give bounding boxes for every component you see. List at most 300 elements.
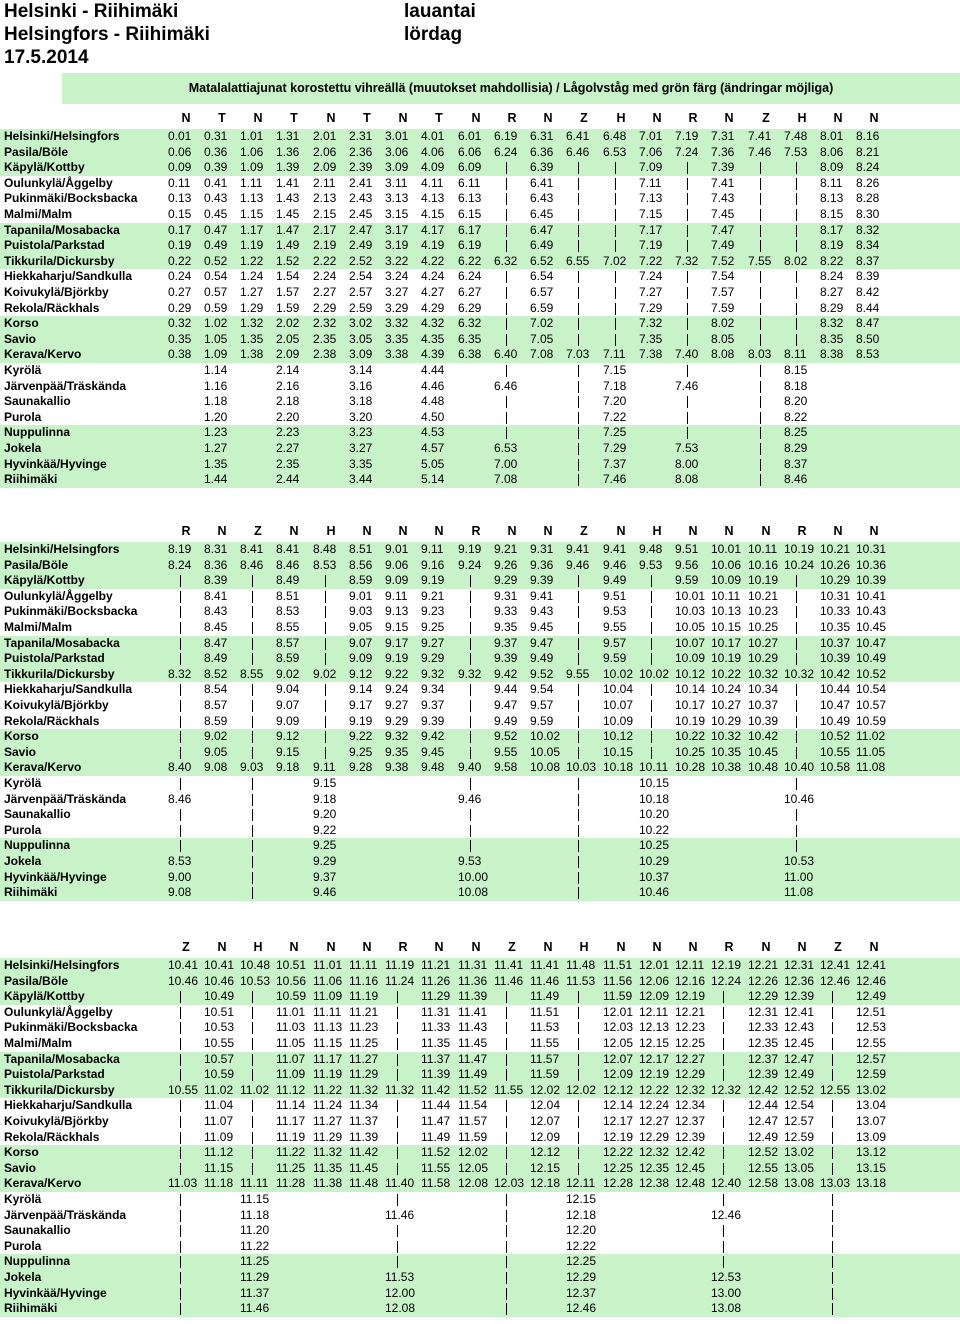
departure-time: 12.32 (711, 1082, 742, 1097)
departure-time: 7.17 (639, 222, 663, 237)
departure-time: 1.29 (240, 300, 264, 315)
pass-through-marker (832, 1163, 833, 1175)
station-name: Malmi/Malm (4, 207, 73, 221)
pass-through-marker (796, 178, 797, 190)
timetable-row (0, 301, 960, 317)
departure-time: 11.58 (421, 1176, 451, 1191)
departure-time: 9.19 (349, 713, 373, 728)
departure-time: 8.34 (856, 238, 880, 253)
departure-time: 6.15 (458, 207, 482, 221)
departure-time: 8.59 (204, 713, 228, 728)
pass-through-marker (578, 162, 579, 174)
departure-time: 8.26 (856, 175, 880, 190)
station-name: Hiekkaharju/Sandkulla (4, 269, 133, 284)
pass-through-marker (687, 225, 688, 237)
departure-time: 9.00 (168, 869, 192, 884)
pass-through-marker (760, 443, 761, 455)
pass-through-marker (180, 1210, 181, 1222)
departure-time: 11.22 (276, 1145, 306, 1160)
departure-time: 11.35 (313, 1160, 343, 1175)
departure-time: 10.42 (820, 666, 851, 681)
departure-time: 2.01 (313, 129, 337, 143)
departure-time: 7.19 (639, 238, 663, 253)
train-code: T (218, 111, 226, 125)
departure-time: 8.02 (784, 253, 808, 268)
pass-through-marker (578, 684, 579, 696)
departure-time: 0.22 (168, 253, 192, 268)
departure-time: 12.21 (748, 958, 779, 972)
departure-time: 13.09 (856, 1129, 887, 1144)
departure-time: 8.09 (820, 160, 844, 175)
departure-time: 9.07 (276, 698, 300, 712)
timetable-row (0, 285, 960, 301)
departure-time: 9.24 (458, 557, 482, 572)
pass-through-marker (180, 1022, 181, 1034)
departure-time: 7.24 (639, 269, 663, 284)
departure-time: 11.11 (240, 1176, 269, 1191)
departure-time: 11.46 (530, 973, 560, 988)
departure-time: 8.41 (276, 542, 300, 556)
departure-time: 9.19 (385, 651, 409, 666)
departure-time: 2.27 (313, 285, 337, 299)
train-code: N (616, 524, 626, 538)
train-code: N (217, 524, 227, 538)
pass-through-marker (252, 872, 253, 884)
departure-time: 12.19 (603, 1129, 634, 1144)
pass-through-marker (796, 318, 797, 330)
departure-time: 11.05 (856, 744, 886, 759)
pass-through-marker (796, 162, 797, 174)
pass-through-marker (615, 193, 616, 205)
pass-through-marker (180, 747, 181, 759)
departure-time: 9.27 (385, 698, 409, 712)
departure-time: 9.59 (675, 573, 699, 588)
departure-time: 10.15 (603, 744, 634, 759)
pass-through-marker (832, 1210, 833, 1222)
departure-time: 9.22 (349, 729, 373, 744)
departure-time: 11.39 (421, 1067, 451, 1082)
pass-through-marker (252, 1069, 253, 1081)
departure-time: 8.29 (820, 300, 844, 315)
departure-time: 4.13 (421, 191, 445, 206)
timetable-row (0, 698, 960, 714)
departure-time: 3.14 (349, 363, 373, 377)
weekday-sv: lördag (404, 24, 463, 45)
timetable-row (0, 745, 960, 761)
departure-time: 8.32 (856, 222, 880, 237)
departure-time: 8.45 (204, 620, 228, 634)
departure-time: 10.32 (784, 666, 815, 681)
pass-through-marker (325, 731, 326, 743)
departure-time: 7.57 (711, 285, 735, 299)
departure-time: 12.49 (784, 1067, 815, 1082)
departure-time: 3.22 (385, 253, 409, 268)
pass-through-marker (578, 209, 579, 221)
departure-time: 3.13 (385, 191, 409, 206)
station-name: Puistola/Parkstad (4, 651, 105, 666)
pass-through-marker (506, 1210, 507, 1222)
departure-time: 2.57 (349, 285, 373, 299)
departure-time: 12.39 (675, 1129, 706, 1144)
departure-time: 12.34 (675, 1098, 706, 1113)
pass-through-marker (506, 178, 507, 190)
departure-time: 10.37 (748, 698, 779, 712)
departure-time: 13.04 (856, 1098, 887, 1113)
departure-time: 1.47 (276, 222, 300, 237)
departure-time: 12.31 (748, 1004, 779, 1019)
pass-through-marker (832, 1022, 833, 1034)
departure-time: 12.52 (748, 1145, 779, 1160)
departure-time: 10.20 (639, 807, 670, 822)
timetable-row (0, 1208, 960, 1224)
departure-time: 11.39 (349, 1129, 379, 1144)
departure-time: 13.05 (784, 1160, 815, 1175)
departure-time: 11.52 (458, 1082, 488, 1097)
departure-time: 12.02 (458, 1145, 489, 1160)
pass-through-marker (252, 700, 253, 712)
departure-time: 9.43 (530, 604, 554, 619)
departure-time: 8.08 (711, 347, 735, 362)
departure-time: 11.31 (421, 1004, 451, 1019)
departure-time: 12.06 (639, 973, 670, 988)
pass-through-marker (470, 638, 471, 650)
timetable-row (0, 838, 960, 854)
departure-time: 10.22 (675, 729, 706, 744)
station-name: Riihimäki (4, 885, 58, 900)
train-code: N (543, 111, 553, 125)
departure-time: 12.42 (748, 1082, 779, 1097)
timetable-row (0, 885, 960, 901)
departure-time: 10.06 (711, 557, 742, 572)
departure-time: 12.43 (784, 1020, 815, 1035)
departure-time: 13.15 (856, 1160, 887, 1175)
departure-time: 12.24 (639, 1098, 670, 1113)
pass-through-marker (615, 209, 616, 221)
departure-time: 8.28 (856, 191, 880, 206)
departure-time: 8.32 (168, 666, 192, 681)
pass-through-marker (796, 225, 797, 237)
departure-time: 8.17 (820, 222, 844, 237)
departure-time: 12.49 (856, 989, 887, 1004)
departure-time: 11.37 (349, 1114, 379, 1128)
departure-time: 11.25 (276, 1160, 306, 1175)
departure-time: 3.05 (349, 331, 373, 346)
departure-time: 10.37 (639, 869, 670, 884)
pass-through-marker (397, 1100, 398, 1112)
timetable-row (0, 1114, 960, 1130)
timetable-row (0, 472, 960, 488)
departure-time: 6.57 (530, 285, 554, 299)
departure-time: 10.59 (204, 1067, 235, 1082)
pass-through-marker (578, 1038, 579, 1050)
departure-time: 8.21 (856, 144, 880, 159)
departure-time: 8.47 (204, 635, 228, 650)
pass-through-marker (760, 365, 761, 377)
departure-time: 11.09 (204, 1129, 234, 1144)
timetable-row (0, 332, 960, 348)
departure-time: 9.22 (313, 822, 337, 837)
departure-time: 4.35 (421, 331, 445, 346)
pass-through-marker (252, 1116, 253, 1128)
departure-time: 8.35 (820, 331, 844, 346)
departure-time: 6.32 (494, 253, 518, 268)
departure-time: 10.02 (603, 666, 634, 681)
train-code: N (362, 524, 372, 538)
pass-through-marker (180, 731, 181, 743)
station-name: Tikkurila/Dickursby (4, 666, 115, 681)
departure-time: 2.49 (349, 238, 373, 253)
departure-time: 10.19 (711, 651, 742, 666)
departure-time: 11.49 (530, 989, 560, 1004)
departure-time: 13.07 (856, 1114, 887, 1128)
departure-time: 10.57 (856, 698, 887, 712)
departure-time: 12.13 (639, 1020, 670, 1035)
departure-time: 11.05 (276, 1036, 306, 1050)
departure-time: 1.35 (204, 456, 228, 471)
departure-time: 10.45 (856, 620, 887, 634)
departure-time: 11.43 (458, 1020, 488, 1035)
departure-time: 8.57 (204, 698, 228, 712)
departure-time: 11.11 (313, 1004, 342, 1019)
departure-time: 8.22 (784, 409, 808, 424)
pass-through-marker (578, 1147, 579, 1159)
departure-time: 8.02 (711, 316, 735, 331)
departure-time: 9.21 (421, 588, 445, 603)
departure-time: 9.08 (204, 760, 228, 775)
departure-time: 12.02 (530, 1082, 561, 1097)
timetable-row (0, 1192, 960, 1208)
departure-time: 0.36 (204, 144, 228, 159)
pass-through-marker (252, 1038, 253, 1050)
timetable-row (0, 1130, 960, 1146)
departure-time: 12.24 (711, 973, 742, 988)
departure-time: 8.57 (276, 635, 300, 650)
departure-time: 9.39 (494, 651, 518, 666)
departure-time: 9.25 (349, 744, 373, 759)
departure-time: 11.18 (204, 1176, 234, 1191)
departure-time: 9.36 (530, 557, 554, 572)
pass-through-marker (252, 1147, 253, 1159)
timetable-row (0, 1052, 960, 1068)
departure-time: 4.29 (421, 300, 445, 315)
departure-time: 12.02 (566, 1082, 597, 1097)
departure-time: 9.41 (603, 542, 627, 556)
train-code: H (579, 940, 589, 954)
station-name: Saunakallio (4, 394, 71, 409)
departure-time: 2.23 (276, 425, 300, 440)
departure-time: 6.11 (458, 175, 481, 190)
departure-time: 2.27 (276, 441, 300, 455)
low-floor-notice: Matalalattiajunat korostettu vihreällä (muutokset mahdollisia) / Lågolvståg med grön färg (ändringar möjliga) (62, 73, 960, 104)
departure-time: 8.00 (675, 456, 699, 471)
departure-time: 7.15 (639, 207, 663, 221)
pass-through-marker (651, 747, 652, 759)
departure-time: 9.04 (276, 682, 300, 697)
departure-time: 8.05 (711, 331, 735, 346)
departure-time: 1.57 (276, 285, 300, 299)
station-name: Puistola/Parkstad (4, 1067, 105, 1082)
departure-time: 11.18 (240, 1207, 270, 1222)
departure-time: 12.41 (856, 958, 887, 972)
pass-through-marker (578, 427, 579, 439)
departure-time: 12.09 (639, 989, 670, 1004)
departure-time: 11.08 (856, 760, 886, 775)
departure-time: 8.24 (856, 160, 880, 175)
departure-time: 0.27 (168, 285, 192, 299)
departure-time: 11.11 (349, 958, 378, 972)
departure-time: 2.38 (313, 347, 337, 362)
departure-time: 11.12 (204, 1145, 234, 1160)
departure-time: 3.29 (385, 300, 409, 315)
departure-time: 10.09 (675, 651, 706, 666)
departure-time: 11.51 (603, 958, 633, 972)
train-code: Z (762, 111, 770, 125)
pass-through-marker (252, 778, 253, 790)
departure-time: 10.03 (675, 604, 706, 619)
pass-through-marker (796, 606, 797, 618)
departure-time: 2.29 (313, 300, 337, 315)
pass-through-marker (796, 840, 797, 852)
departure-time: 0.13 (168, 191, 192, 206)
departure-time: 1.39 (276, 160, 300, 175)
station-name: Nuppulinna (4, 425, 70, 440)
pass-through-marker (180, 1225, 181, 1237)
pass-through-marker (687, 412, 688, 424)
pass-through-marker (180, 1303, 181, 1315)
station-name: Savio (4, 1160, 37, 1175)
pass-through-marker (796, 747, 797, 759)
station-name: Pasila/Böle (4, 144, 69, 159)
departure-time: 8.41 (204, 588, 228, 603)
pass-through-marker (325, 575, 326, 587)
pass-through-marker (578, 365, 579, 377)
departure-time: 8.27 (820, 285, 844, 299)
departure-time: 0.59 (204, 300, 228, 315)
timetable-row (0, 223, 960, 239)
departure-time: 12.54 (784, 1098, 815, 1113)
pass-through-marker (506, 1241, 507, 1253)
departure-time: 11.22 (240, 1238, 270, 1253)
departure-time: 7.25 (603, 425, 627, 440)
timetable-row (0, 1145, 960, 1161)
departure-time: 7.47 (711, 222, 735, 237)
pass-through-marker (180, 1116, 181, 1128)
station-name: Hyvinkää/Hyvinge (4, 456, 107, 471)
departure-time: 7.41 (711, 175, 735, 190)
departure-time: 6.13 (458, 191, 482, 206)
departure-time: 7.19 (675, 129, 699, 143)
departure-time: 11.29 (349, 1067, 379, 1082)
station-name: Kyrölä (4, 776, 42, 790)
departure-time: 9.02 (313, 666, 337, 681)
departure-time: 1.35 (240, 331, 264, 346)
train-code: R (398, 940, 408, 954)
departure-time: 7.24 (675, 144, 699, 159)
departure-time: 6.32 (458, 316, 482, 331)
departure-time: 11.51 (530, 1004, 560, 1019)
departure-time: 2.45 (349, 207, 373, 221)
departure-time: 10.12 (603, 729, 634, 744)
departure-time: 11.03 (276, 1020, 306, 1035)
departure-time: 9.11 (313, 760, 336, 775)
pass-through-marker (470, 684, 471, 696)
departure-time: 9.07 (349, 635, 373, 650)
departure-time: 4.32 (421, 316, 445, 331)
station-name: Rekola/Räckhals (4, 1129, 100, 1144)
departure-time: 11.02 (240, 1082, 270, 1097)
departure-time: 9.59 (603, 651, 627, 666)
train-code: N (543, 524, 553, 538)
departure-time: 8.46 (784, 472, 808, 487)
station-name: Hiekkaharju/Sandkulla (4, 682, 133, 697)
departure-time: 9.46 (458, 791, 482, 806)
departure-time: 12.22 (639, 1082, 670, 1097)
departure-time: 12.46 (856, 973, 887, 988)
timetable-row (0, 160, 960, 176)
departure-time: 11.12 (276, 1082, 306, 1097)
departure-time: 12.53 (856, 1020, 887, 1035)
train-code: N (507, 524, 517, 538)
departure-time: 7.06 (639, 144, 663, 159)
departure-time: 7.27 (639, 285, 663, 299)
pass-through-marker (397, 1225, 398, 1237)
train-code: N (181, 111, 191, 125)
pass-through-marker (832, 1288, 833, 1300)
pass-through-marker (796, 809, 797, 821)
departure-time: 9.15 (276, 744, 300, 759)
departure-time: 11.17 (313, 1051, 343, 1066)
departure-time: 8.36 (204, 557, 228, 572)
departure-time: 8.52 (204, 666, 228, 681)
timetable-row (0, 714, 960, 730)
departure-time: 6.53 (494, 441, 518, 455)
departure-time: 12.12 (530, 1145, 561, 1160)
pass-through-marker (252, 1054, 253, 1066)
station-name: Tikkurila/Dickursby (4, 1082, 115, 1097)
pass-through-marker (506, 1194, 507, 1206)
station-name: Käpylä/Kottby (4, 573, 85, 588)
pass-through-marker (796, 575, 797, 587)
pass-through-marker (397, 991, 398, 1003)
pass-through-marker (615, 225, 616, 237)
pass-through-marker (578, 396, 579, 408)
departure-time: 0.35 (168, 331, 192, 346)
pass-through-marker (687, 334, 688, 346)
departure-time: 6.43 (530, 191, 554, 206)
departure-time: 4.57 (421, 441, 445, 455)
departure-time: 8.24 (168, 557, 192, 572)
departure-time: 11.20 (240, 1223, 270, 1238)
pass-through-marker (578, 474, 579, 486)
departure-time: 11.40 (385, 1176, 415, 1191)
pass-through-marker (397, 1147, 398, 1159)
departure-time: 6.01 (458, 129, 482, 143)
pass-through-marker (578, 1069, 579, 1081)
departure-time: 12.37 (675, 1114, 706, 1128)
train-code: N (326, 940, 336, 954)
departure-time: 9.25 (421, 620, 445, 634)
departure-time: 10.55 (820, 744, 851, 759)
departure-time: 9.17 (385, 635, 409, 650)
pass-through-marker (470, 809, 471, 821)
pass-through-marker (506, 1225, 507, 1237)
departure-time: 13.00 (711, 1285, 742, 1300)
departure-time: 11.29 (421, 989, 451, 1004)
departure-time: 0.06 (168, 144, 192, 159)
pass-through-marker (506, 991, 507, 1003)
departure-time: 11.29 (313, 1129, 343, 1144)
departure-time: 10.59 (856, 713, 887, 728)
